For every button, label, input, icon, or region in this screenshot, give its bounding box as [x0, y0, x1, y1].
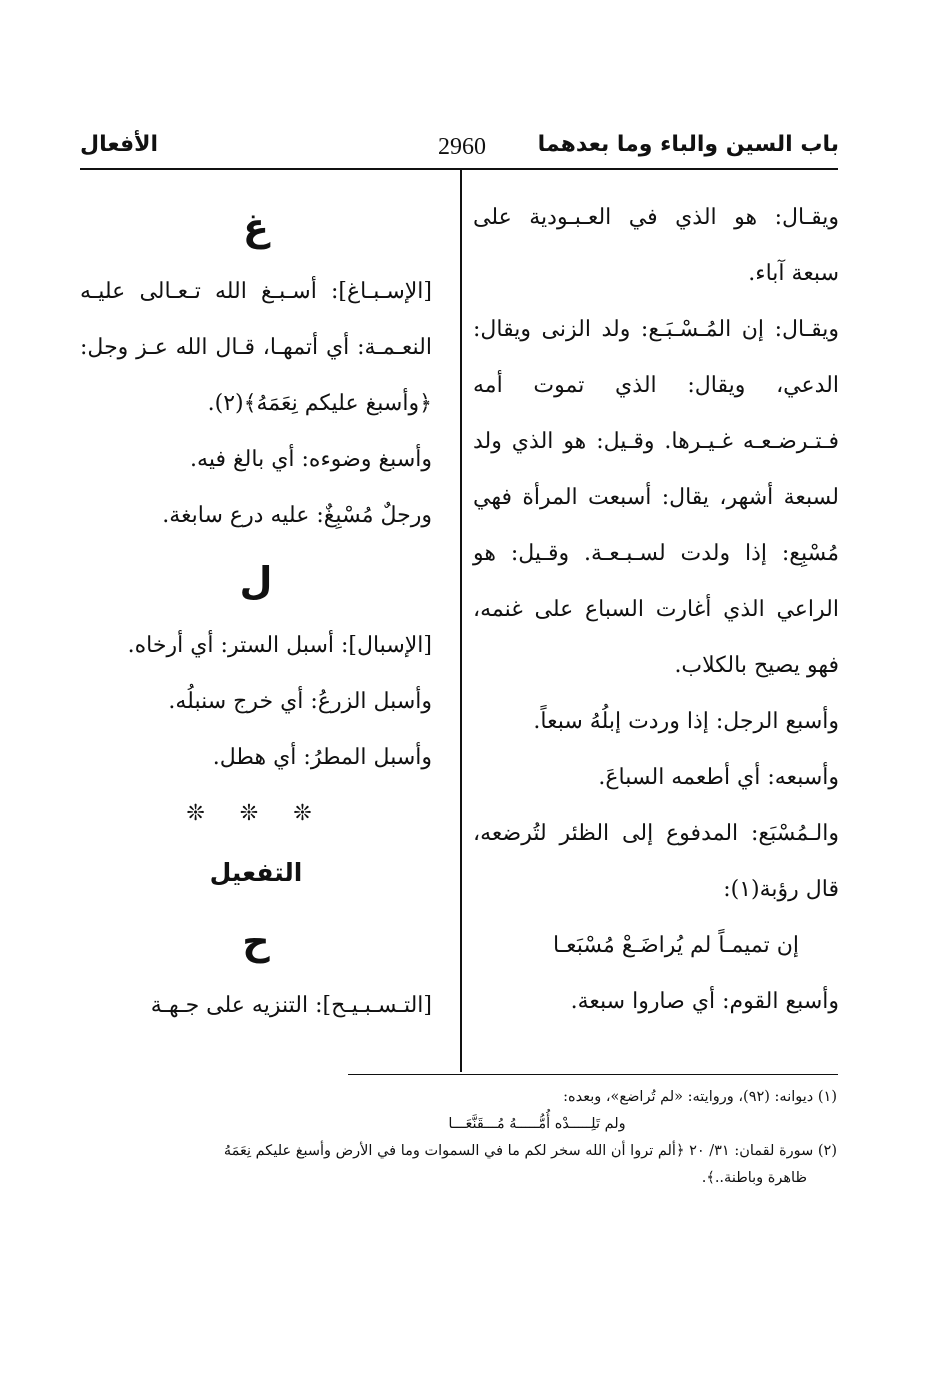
poetry-verse: إن تميمـاً لم يُراضَـعْ مُسْبَعـا: [553, 933, 799, 958]
entry-paragraph: وأسبل الزرعُ: أي خرج سنبلُه.: [168, 689, 432, 714]
entry-paragraph: [التـسـبـيـح]: التنزيه على جـهـة: [150, 993, 432, 1018]
chapter-title: باب السين والباء وما بعدهما: [537, 132, 839, 157]
book-section-title: الأفعال: [80, 132, 159, 157]
letter-heading-ha: ح: [242, 919, 270, 963]
footnote-1-verse: ولم تَلِـــــدْه أُمُّـــــهُ مُـــقَنَّعَـــا: [448, 1116, 626, 1132]
column-divider: [460, 170, 462, 1072]
entry-paragraph: وأسبغ وضوءه: أي بالغ فيه.: [190, 447, 432, 472]
footnote-rule: [348, 1074, 838, 1075]
entry-paragraph: [الإسـبـاغ]: أسـبـغ الله تـعـالى عليـه النعـمـة: أي أتمهـا، قـال الله عـز وجل: ﴿وأسبغ عليكم نِعَمَهُ﴾(٢).: [80, 279, 432, 416]
section-separator-stars: ❊ ❊ ❊: [186, 801, 326, 826]
entry-paragraph: والـمُسْبَع: المدفوع إلى الظئر لتُرضعه، قال رؤبة(١):: [473, 821, 839, 902]
entry-paragraph: [الإسبال]: أسبل الستر: أي أرخاه.: [127, 633, 432, 658]
left-column: [80, 190, 432, 1034]
footnote-2-continuation: ظاهرة وباطنة..﴾.: [701, 1170, 807, 1186]
section-title: التفعيل: [209, 858, 303, 887]
footnote-1: (١) ديوانه: (٩٢)، وروايته: «لم تُراضع»، وبعده:: [563, 1089, 837, 1105]
letter-heading-lam: ل: [239, 559, 273, 603]
entry-paragraph: وأسبع الرجل: إذا وردت إبلُهُ سبعاً.: [533, 709, 839, 734]
footnotes: [77, 1084, 837, 1192]
entry-paragraph: ورجلٌ مُسْبِغٌ: عليه درع سابغة.: [162, 503, 432, 528]
footnote-2: (٢) سورة لقمان: ٣١/ ٢٠ ﴿ألم تروا أن الله سخر لكم ما في السموات وما في الأرض وأسبغ عليكم نِعَمَهُ: [223, 1143, 837, 1159]
header-rule: [80, 168, 838, 170]
letter-heading-ghain: غ: [243, 205, 269, 249]
entry-paragraph: ويقـال: إن المُـسْـبَـع: ولد الزنى ويقال: الدعي، ويقال: الذي تموت أمه فـتـرضـعـه غـيـرها. وقـيل: هو الذي ولد لسبعة أشهر، يقال: أسبعت المرأة فهي مُسْبِع: إذا ولدت لسـبـعـة. وقـيل: هو الراعي الذي أغارت السباع على غنمه، فهو يصيح بالكلاب.: [473, 317, 839, 678]
right-column: [473, 190, 839, 1030]
entry-paragraph: وأسبعه: أي أطعمه السباعَ.: [598, 765, 839, 790]
entry-paragraph: وأسبع القوم: أي صاروا سبعة.: [570, 989, 839, 1014]
page-number: 2960: [438, 134, 486, 160]
entry-paragraph: وأسبل المطرُ: أي هطل.: [212, 745, 432, 770]
entry-paragraph: ويقـال: هو الذي في العـبـودية على سبعة آباء.: [473, 205, 839, 286]
